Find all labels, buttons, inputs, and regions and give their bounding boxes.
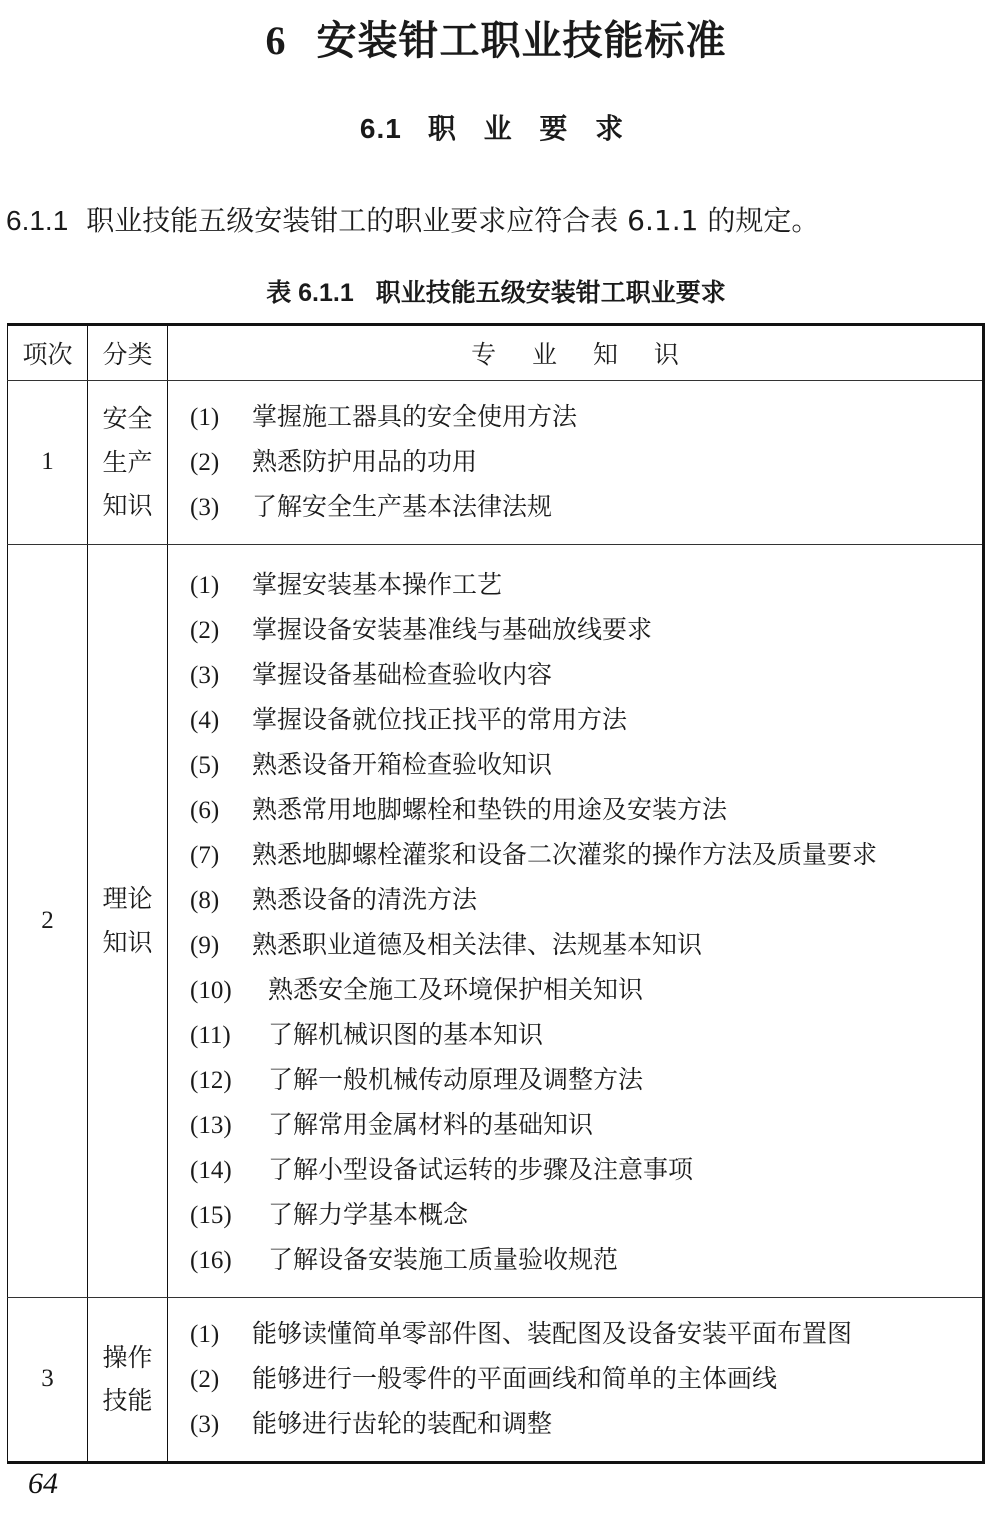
row-knowledge-cell xyxy=(168,1297,984,1462)
item-text: 掌握安装基本操作工艺 xyxy=(252,569,503,599)
item-number: (11) xyxy=(190,1021,231,1049)
item-number: (3) xyxy=(190,493,220,521)
clause-text: 职业技能五级安装钳工的职业要求应符合表 6.1.1 的规定。 xyxy=(86,203,820,237)
clause-number: 6.1.1 xyxy=(6,204,69,236)
row-category-cell xyxy=(88,380,168,544)
item-text: 能够进行齿轮的装配和调整 xyxy=(252,1408,553,1438)
item-number: (2) xyxy=(190,616,220,644)
list-item xyxy=(190,698,972,743)
row-index-cell: 2 xyxy=(8,544,88,1297)
table-caption xyxy=(0,243,992,323)
chapter-number: 6 xyxy=(265,18,287,63)
list-item xyxy=(190,1312,972,1357)
list-item xyxy=(190,833,972,878)
list-item xyxy=(190,1148,972,1193)
item-number: (6) xyxy=(190,796,220,824)
knowledge-list xyxy=(190,381,972,544)
list-item xyxy=(190,1103,972,1148)
item-number: (12) xyxy=(190,1066,232,1094)
item-number: (10) xyxy=(190,976,232,1004)
item-text: 熟悉防护用品的功用 xyxy=(252,446,478,476)
list-item xyxy=(190,440,972,485)
column-header-category: 分类 xyxy=(88,324,168,380)
list-item xyxy=(190,968,972,1013)
category-line: 生产 xyxy=(102,447,153,477)
item-text: 掌握设备就位找正找平的常用方法 xyxy=(252,704,628,734)
knowledge-list xyxy=(190,1298,972,1461)
table-row xyxy=(8,1297,984,1462)
table-row xyxy=(8,544,984,1297)
item-text: 了解常用金属材料的基础知识 xyxy=(268,1109,594,1139)
row-knowledge-cell xyxy=(168,544,984,1297)
category-line: 理论 xyxy=(102,884,153,914)
item-number: (1) xyxy=(190,403,220,431)
list-item xyxy=(190,1238,972,1283)
item-text: 了解小型设备试运转的步骤及注意事项 xyxy=(268,1154,694,1184)
item-text: 熟悉常用地脚螺栓和垫铁的用途及安装方法 xyxy=(252,794,728,824)
item-text: 熟悉地脚螺栓灌浆和设备二次灌浆的操作方法及质量要求 xyxy=(252,839,878,869)
list-item xyxy=(190,1402,972,1447)
item-text: 掌握设备基础检查验收内容 xyxy=(252,659,553,689)
item-number: (14) xyxy=(190,1156,232,1184)
list-item xyxy=(190,788,972,833)
item-number: (5) xyxy=(190,751,220,779)
list-item xyxy=(190,1357,972,1402)
item-text: 掌握施工器具的安全使用方法 xyxy=(252,401,578,431)
item-number: (15) xyxy=(190,1201,232,1229)
item-text: 了解机械识图的基本知识 xyxy=(268,1019,544,1049)
list-item xyxy=(190,1013,972,1058)
list-item xyxy=(190,563,972,608)
column-header-index: 项次 xyxy=(8,324,88,380)
row-knowledge-cell xyxy=(168,380,984,544)
item-text: 掌握设备安装基准线与基础放线要求 xyxy=(252,614,653,644)
table-head xyxy=(8,324,984,380)
item-text: 了解安全生产基本法律法规 xyxy=(252,491,553,521)
occupational-requirements-table xyxy=(7,323,985,1464)
chapter-title xyxy=(0,0,992,66)
list-item xyxy=(190,1193,972,1238)
item-number: (3) xyxy=(190,661,220,689)
item-number: (4) xyxy=(190,706,220,734)
row-category-cell xyxy=(88,1297,168,1462)
column-header-knowledge: 专 业 知 识 xyxy=(168,324,984,380)
item-number: (2) xyxy=(190,1365,220,1393)
chapter-title-text: 安装钳工职业技能标准 xyxy=(316,17,727,64)
item-text: 熟悉设备的清洗方法 xyxy=(252,884,478,914)
item-number: (1) xyxy=(190,571,220,599)
item-text: 了解一般机械传动原理及调整方法 xyxy=(268,1064,644,1094)
category-line: 知识 xyxy=(102,491,153,521)
list-item xyxy=(190,923,972,968)
item-text: 熟悉职业道德及相关法律、法规基本知识 xyxy=(252,929,703,959)
row-index-cell: 3 xyxy=(8,1297,88,1462)
list-item xyxy=(190,1058,972,1103)
list-item xyxy=(190,878,972,923)
item-text: 熟悉设备开箱检查验收知识 xyxy=(252,749,553,779)
clause-paragraph xyxy=(0,146,992,243)
knowledge-list xyxy=(190,545,972,1297)
category-line: 安全 xyxy=(102,404,153,434)
item-number: (8) xyxy=(190,886,220,914)
item-number: (13) xyxy=(190,1111,232,1139)
row-category-cell xyxy=(88,544,168,1297)
table-header-row xyxy=(8,324,984,380)
section-heading xyxy=(0,66,992,146)
table-caption-title: 职业技能五级安装钳工职业要求 xyxy=(375,277,726,307)
table-body xyxy=(8,380,984,1462)
list-item xyxy=(190,395,972,440)
category-line: 知识 xyxy=(102,927,153,957)
table-row xyxy=(8,380,984,544)
list-item xyxy=(190,743,972,788)
item-number: (1) xyxy=(190,1320,220,1348)
item-text: 能够进行一般零件的平面画线和简单的主体画线 xyxy=(252,1363,778,1393)
section-number: 6.1 xyxy=(359,113,402,144)
category-line: 操作 xyxy=(102,1342,153,1372)
list-item xyxy=(190,608,972,653)
list-item xyxy=(190,653,972,698)
item-number: (7) xyxy=(190,841,220,869)
item-number: (9) xyxy=(190,931,220,959)
section-title-text: 职 业 要 求 xyxy=(427,112,633,145)
item-text: 了解力学基本概念 xyxy=(268,1199,469,1229)
item-text: 熟悉安全施工及环境保护相关知识 xyxy=(268,974,644,1004)
item-number: (2) xyxy=(190,448,220,476)
item-number: (16) xyxy=(190,1246,232,1274)
item-text: 能够读懂简单零部件图、装配图及设备安装平面布置图 xyxy=(252,1318,853,1348)
table-caption-number: 表 6.1.1 xyxy=(266,278,354,307)
item-text: 了解设备安装施工质量验收规范 xyxy=(268,1244,619,1274)
row-index-cell: 1 xyxy=(8,380,88,544)
list-item xyxy=(190,485,972,530)
item-number: (3) xyxy=(190,1410,220,1438)
page-number: 64 xyxy=(28,1467,58,1500)
category-line: 技能 xyxy=(102,1386,153,1416)
